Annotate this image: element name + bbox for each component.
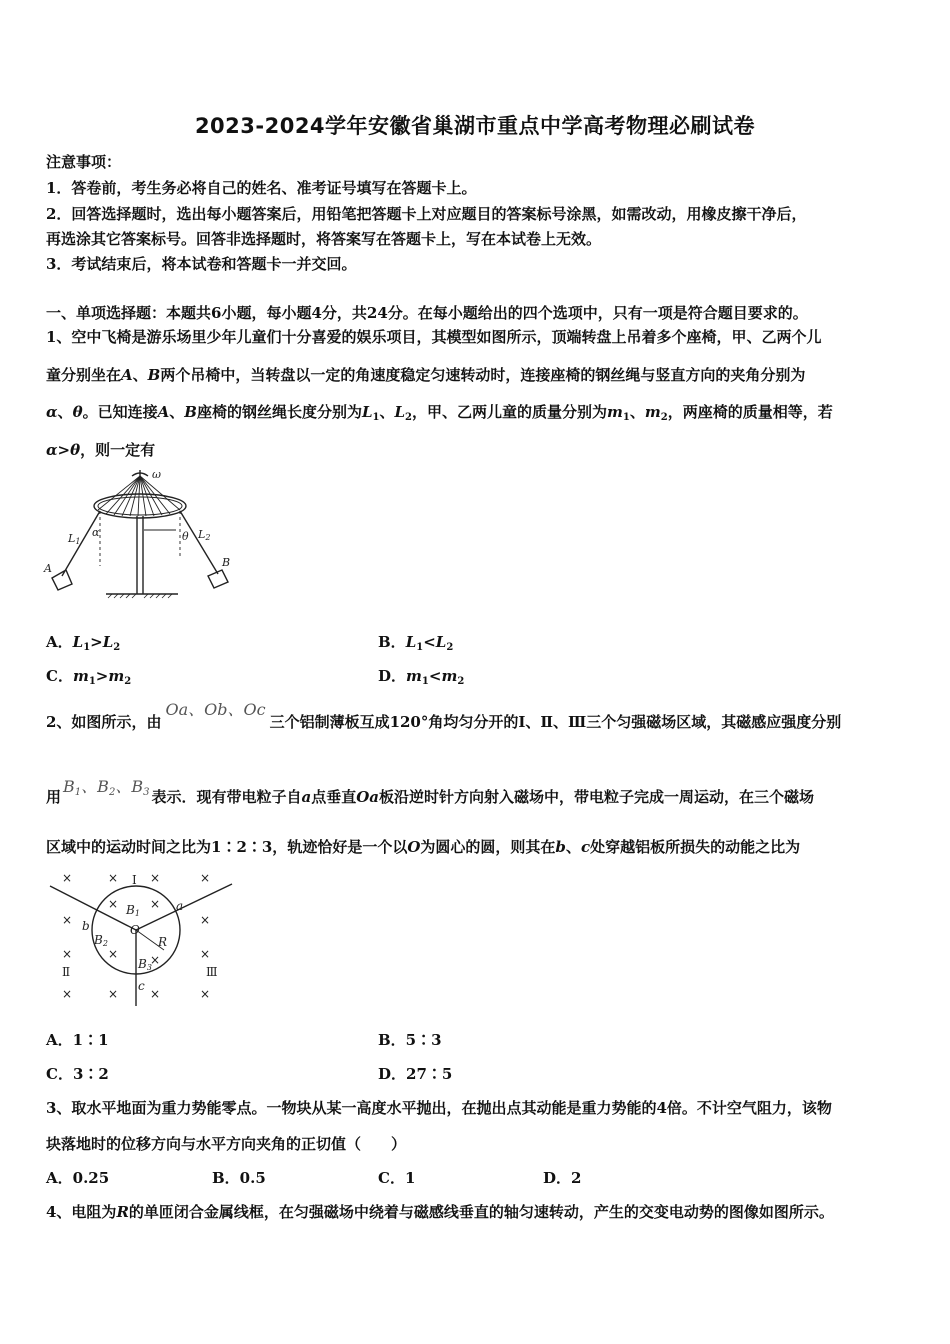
q3-line-1: 3、取水平地面为重力势能零点。一物块从某一高度水平抛出，在抛出点其动能是重力势能的4倍。不计空气阻力，该物	[46, 1099, 832, 1117]
svg-text:×: ×	[108, 947, 119, 961]
svg-text:O: O	[130, 923, 140, 937]
q2-option-b[interactable]: B．5∶3	[378, 1031, 442, 1049]
q3-option-a[interactable]: A．0.25	[46, 1169, 110, 1187]
q2-line-2: 用$B_1$、$B_2$、$B_3$ 表示．现有带电粒子自a点垂直Oa板沿逆时针方向射入磁场中，带电粒子完成一周运动，在三个磁场	[46, 777, 815, 806]
q2-option-d[interactable]: D．27∶5	[378, 1065, 453, 1083]
svg-text:Ⅰ: Ⅰ	[132, 873, 137, 887]
q2-line-1: 2、如图所示，由Oa、Ob、Oc三个铝制薄板互成120°角均匀分开的Ⅰ、Ⅱ、Ⅲ三个匀强磁场区域，其磁感应强度分别	[46, 700, 842, 731]
page-title: 2023-2024学年安徽省巢湖市重点中学高考物理必刷试卷	[194, 114, 756, 138]
svg-text:×: ×	[150, 871, 161, 885]
q4-line-1: 4、电阻为R的单匝闭合金属线框，在匀强磁场中绕着与磁感线垂直的轴匀速转动，产生的交变电动势的图像如图所示。	[46, 1203, 834, 1221]
svg-text:×: ×	[108, 871, 119, 885]
svg-text:×: ×	[200, 987, 211, 1001]
notice-heading: 注意事项：	[46, 153, 122, 171]
svg-text:×: ×	[150, 987, 161, 1001]
svg-text:×: ×	[200, 947, 211, 961]
notice-item-1: 1．答卷前，考生务必将自己的姓名、准考证号填写在答题卡上。	[46, 179, 477, 197]
svg-text:×: ×	[62, 947, 73, 961]
rotating-disc	[94, 494, 186, 518]
svg-text:a: a	[176, 899, 184, 913]
svg-text:×: ×	[108, 897, 119, 911]
q1-swing-figure	[40, 466, 240, 606]
q1-option-d[interactable]: D．$m_1<m_2$	[378, 667, 465, 687]
svg-text:Ⅱ: Ⅱ	[62, 965, 71, 979]
section-heading: 一、单项选择题：本题共6小题，每小题4分，共24分。在每小题给出的四个选项中，只有一项是符合题目要求的。	[46, 304, 808, 322]
svg-text:×: ×	[62, 871, 73, 885]
svg-text:L2: L2	[198, 528, 211, 542]
svg-text:B2: B2	[94, 933, 108, 948]
svg-text:R: R	[158, 935, 168, 949]
q1-option-a[interactable]: A．$L_1>L_2$	[46, 633, 121, 653]
svg-text:B1: B1	[126, 903, 140, 918]
svg-text:×: ×	[62, 913, 73, 927]
svg-text:c: c	[138, 979, 145, 993]
q3-option-d[interactable]: D．2	[543, 1169, 582, 1187]
q1-line-2: 童分别坐在A、B两个吊椅中，当转盘以一定的角速度稳定匀速转动时，连接座椅的钢丝绳与竖直方向的夹角分别为	[46, 366, 806, 384]
q2-option-c[interactable]: C．3∶2	[46, 1065, 109, 1083]
svg-text:Ⅲ: Ⅲ	[206, 965, 218, 979]
svg-text:b: b	[82, 919, 90, 933]
svg-text:L1: L1	[68, 532, 81, 546]
notice-item-3: 3．考试结束后，将本试卷和答题卡一并交回。	[46, 255, 357, 273]
svg-text:×: ×	[62, 987, 73, 1001]
svg-text:×: ×	[200, 871, 211, 885]
q1-option-b[interactable]: B．$L_1<L_2$	[378, 633, 454, 653]
q2-field-figure	[46, 868, 236, 1008]
notice-item-2b: 再选涂其它答案标号。回答非选择题时，将答案写在答题卡上，写在本试卷上无效。	[46, 230, 602, 248]
seat-A	[52, 570, 72, 590]
q3-option-c[interactable]: C．1	[378, 1169, 416, 1187]
q3-option-b[interactable]: B．0.5	[212, 1169, 266, 1187]
q2-line-3: 区域中的运动时间之比为1∶2∶3，轨迹恰好是一个以O为圆心的圆，则其在b、c处穿越铝板所损失的动能之比为	[46, 838, 801, 856]
q3-line-2: 块落地时的位移方向与水平方向夹角的正切值（ ）	[46, 1135, 407, 1153]
q1-line-3: α、θ。已知连接A、B座椅的钢丝绳长度分别为$L_1$、$L_2$，甲、乙两儿童的质量分别为$m_1$、$m_2$，两座椅的质量相等，若	[46, 403, 833, 423]
notice-item-2a: 2．回答选择题时，选出每小题答案后，用铅笔把答题卡上对应题目的答案标号涂黑，如需改动，用橡皮擦干净后，	[46, 205, 807, 223]
svg-text:ω: ω	[152, 468, 161, 481]
svg-text:B3: B3	[138, 957, 152, 972]
svg-text:×: ×	[200, 913, 211, 927]
q1-line-1: 1、空中飞椅是游乐场里少年儿童们十分喜爱的娱乐项目，其模型如图所示，顶端转盘上吊着多个座椅，甲、乙两个儿	[46, 328, 822, 346]
svg-text:×: ×	[150, 953, 161, 967]
q1-option-c[interactable]: C．$m_1>m_2$	[46, 667, 132, 687]
svg-text:θ: θ	[182, 530, 189, 543]
q2-option-a[interactable]: A．1∶1	[46, 1031, 109, 1049]
svg-text:α: α	[92, 526, 100, 539]
q1-line-4: α>θ，则一定有	[46, 441, 156, 459]
svg-text:×: ×	[108, 987, 119, 1001]
svg-text:B: B	[222, 556, 231, 569]
svg-text:A: A	[44, 562, 52, 575]
svg-text:×: ×	[150, 897, 161, 911]
